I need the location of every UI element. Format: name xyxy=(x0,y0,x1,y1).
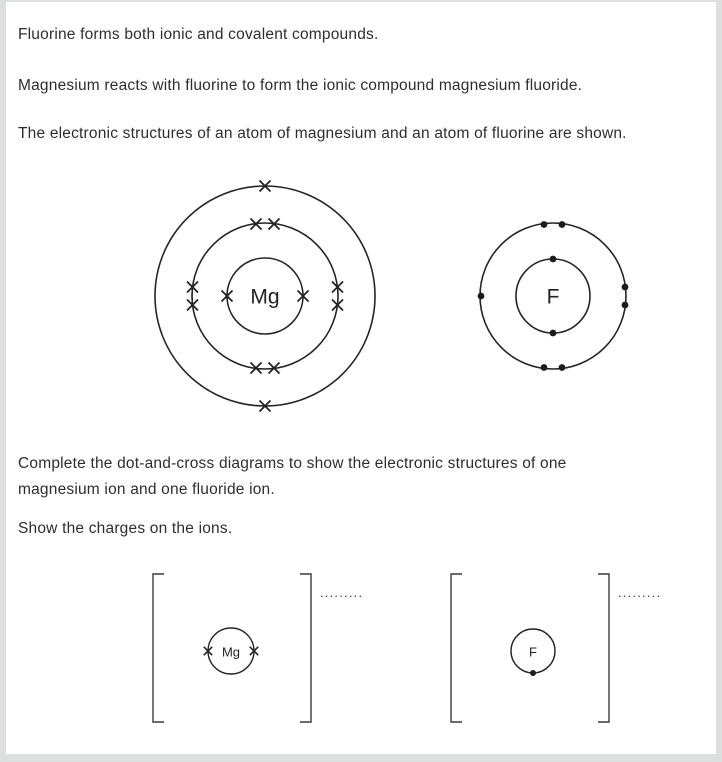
fluorine-atom-diagram xyxy=(473,216,633,376)
charges-instruction: Show the charges on the ions. xyxy=(18,520,233,537)
fluorine-symbol: F xyxy=(546,285,560,309)
intro-text-2: Magnesium reacts with fluorine to form the ionic compound magnesium fluoride. xyxy=(18,77,583,94)
task-text-line-1: Complete the dot-and-cross diagrams to show the electronic structures of one xyxy=(18,455,567,472)
magnesium-symbol: Mg xyxy=(250,285,280,309)
task-text-line-2: magnesium ion and one fluoride ion. xyxy=(18,481,275,498)
fluoride-ion-dots xyxy=(530,670,536,676)
magnesium-bracket-left xyxy=(153,574,164,722)
fluoride-charge-placeholder[interactable]: ......... xyxy=(618,585,662,600)
magnesium-charge-placeholder[interactable]: ......... xyxy=(320,585,364,600)
intro-text-1: Fluorine forms both ionic and covalent compounds. xyxy=(18,26,379,43)
intro-text-3: The electronic structures of an atom of magnesium and an atom of fluorine are shown. xyxy=(18,125,627,142)
magnesium-ion-symbol: Mg xyxy=(221,644,241,660)
fluoride-ion-symbol: F xyxy=(529,644,537,660)
fluoride-bracket-left xyxy=(451,574,462,722)
task-text xyxy=(18,451,678,503)
magnesium-bracket-right xyxy=(300,574,311,722)
magnesium-atom-diagram xyxy=(145,171,385,421)
fluoride-bracket-right xyxy=(598,574,609,722)
question-content xyxy=(6,2,716,754)
